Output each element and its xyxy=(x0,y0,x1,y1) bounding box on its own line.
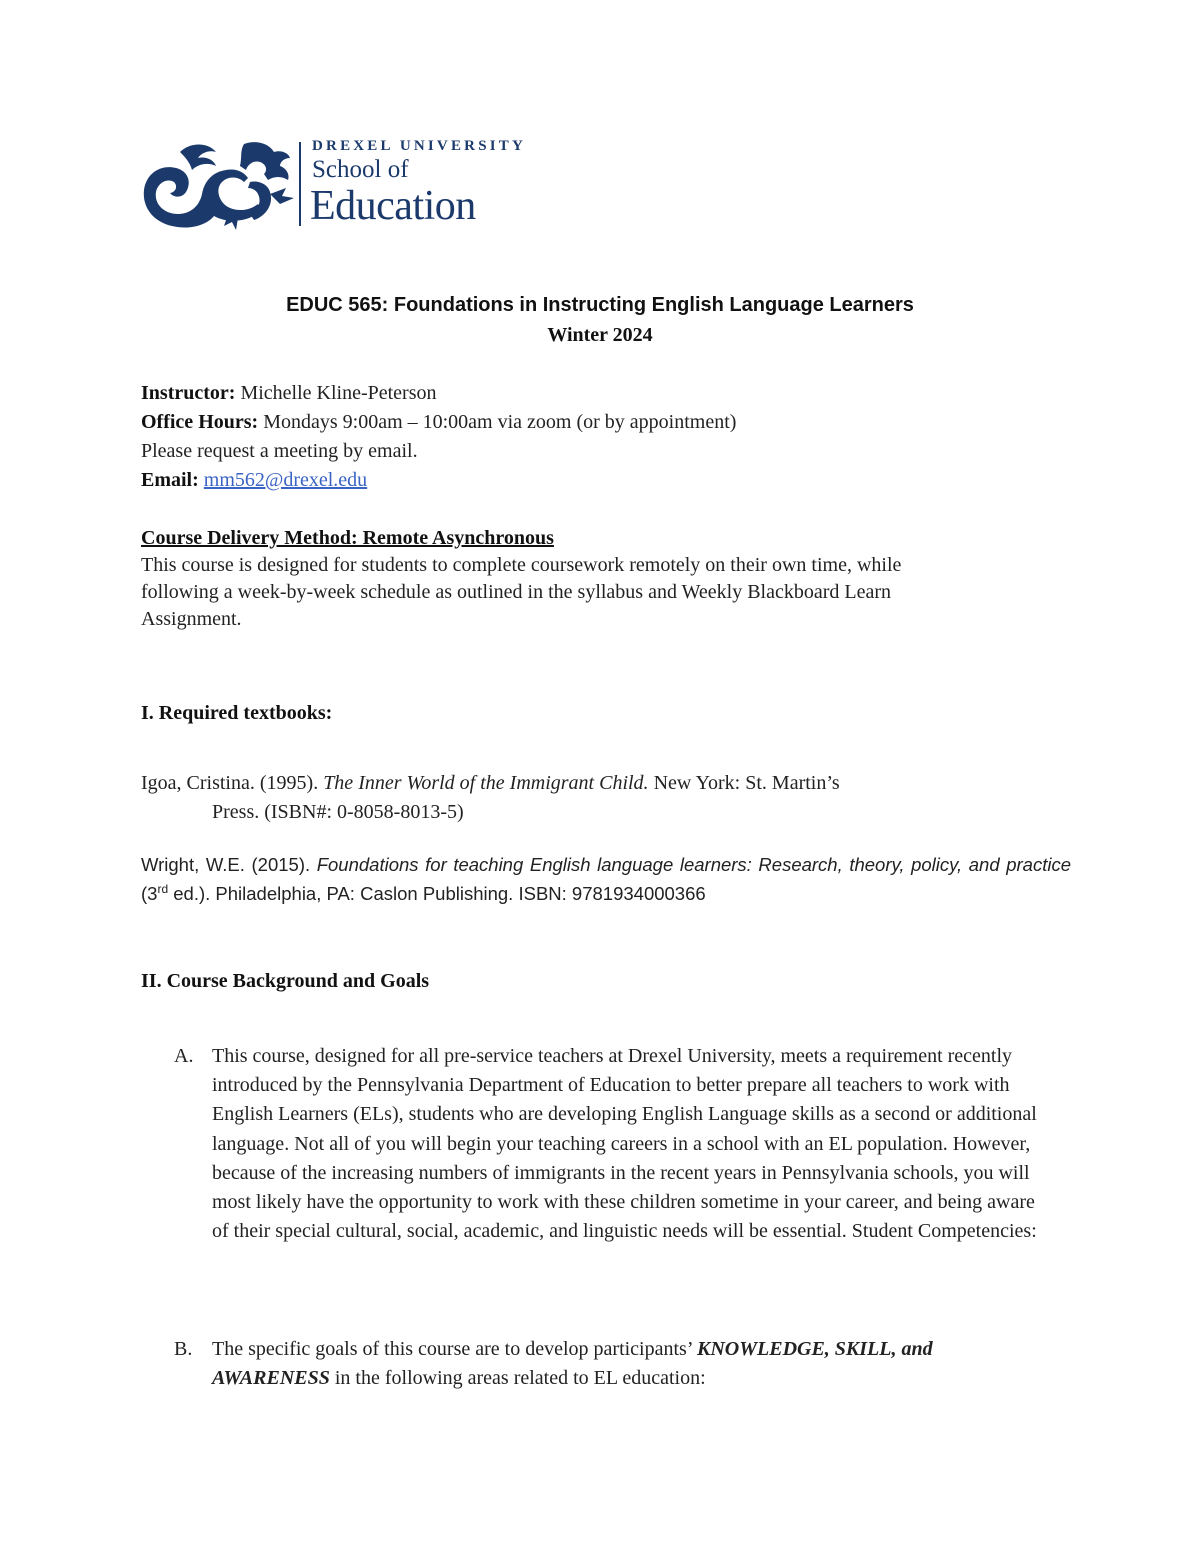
goal-item-b xyxy=(174,1335,1054,1393)
igoa-author: Igoa, Cristina. (1995). xyxy=(141,772,324,794)
logo-education-line: Education xyxy=(310,183,476,229)
course-term: Winter 2024 xyxy=(547,324,653,346)
section-course-background-heading: II. Course Background and Goals xyxy=(141,970,430,992)
wright-author: Wright, W.E. (2015). xyxy=(141,854,317,875)
instructor-line xyxy=(141,382,437,405)
email-label: Email: xyxy=(141,469,199,491)
goal-item-b-emphasis: KNOWLEDGE, SKILL, and AWARENESS xyxy=(212,1338,933,1390)
goal-item-a xyxy=(174,1042,1054,1246)
logo-university-name: DREXEL UNIVERSITY xyxy=(312,138,527,154)
wright-edition: (3 xyxy=(141,883,158,905)
office-hours-label: Office Hours: xyxy=(141,411,259,433)
goal-item-a-marker: A. xyxy=(174,1045,194,1067)
goal-item-b-outro: in the following areas related to EL education: xyxy=(329,1367,706,1390)
wright-edition-superscript: rd xyxy=(157,882,169,896)
textbook-igoa-line-2: Press. (ISBN#: 0-8058-8013-5) xyxy=(212,801,464,823)
instructor-name: Michelle Kline-Peterson xyxy=(235,382,437,404)
email-link[interactable]: mm562@drexel.edu xyxy=(203,469,368,491)
delivery-line-2: following a week-by-week schedule as outlined in the syllabus and Weekly Blackboard Learn xyxy=(141,581,892,603)
office-hours-line xyxy=(141,411,736,434)
textbook-igoa-line-1 xyxy=(141,772,840,795)
igoa-publisher: New York: St. Martin’s xyxy=(648,772,840,794)
drexel-school-of-education-logo xyxy=(140,138,590,230)
section-required-textbooks-heading: I. Required textbooks: xyxy=(141,702,333,724)
course-title: EDUC 565: Foundations in Instructing English Language Learners xyxy=(286,294,914,316)
goal-item-a-text: This course, designed for all pre-service teachers at Drexel University, meets a requirement recently introduced by the Pennsylvania Department of Education to better prepare all teachers to work with English Learners (ELs), students who are developing English Language skills as a second or additional language. Not all of you will begin your teaching careers in a school with an EL population. However, because of the increasing numbers of immigrants in the recent years in Pennsylvania schools, you will most likely have the opportunity to work with these children sometime in your career, and being aware of their special cultural, social, academic, and linguistic needs will be essential. Student Competencies: xyxy=(212,1045,1037,1243)
logo-school-line: School of xyxy=(312,156,409,183)
delivery-method-heading: Course Delivery Method: Remote Asynchronous xyxy=(141,527,554,549)
logo-divider xyxy=(299,142,301,226)
meeting-note: Please request a meeting by email. xyxy=(141,440,418,462)
wright-publisher: ed.). Philadelphia, PA: Caslon Publishing. ISBN: 9781934000366 xyxy=(168,883,706,905)
office-hours-value: Mondays 9:00am – 10:00am via zoom (or by appointment) xyxy=(258,411,737,433)
delivery-line-3: Assignment. xyxy=(141,608,242,630)
delivery-line-1: This course is designed for students to complete coursework remotely on their own time, while xyxy=(141,554,902,576)
email-line xyxy=(141,469,367,492)
textbook-wright xyxy=(141,852,1071,906)
goal-item-b-text xyxy=(212,1335,1054,1393)
igoa-title: The Inner World of the Immigrant Child. xyxy=(323,772,649,794)
instructor-label: Instructor: xyxy=(141,382,236,404)
dragon-icon xyxy=(140,138,298,230)
wright-title: Foundations for teaching English language learners: Research, theory, policy, and practice xyxy=(316,854,1071,875)
goal-item-b-marker: B. xyxy=(174,1338,193,1360)
goal-item-b-intro: The specific goals of this course are to develop participants’ xyxy=(212,1338,698,1360)
